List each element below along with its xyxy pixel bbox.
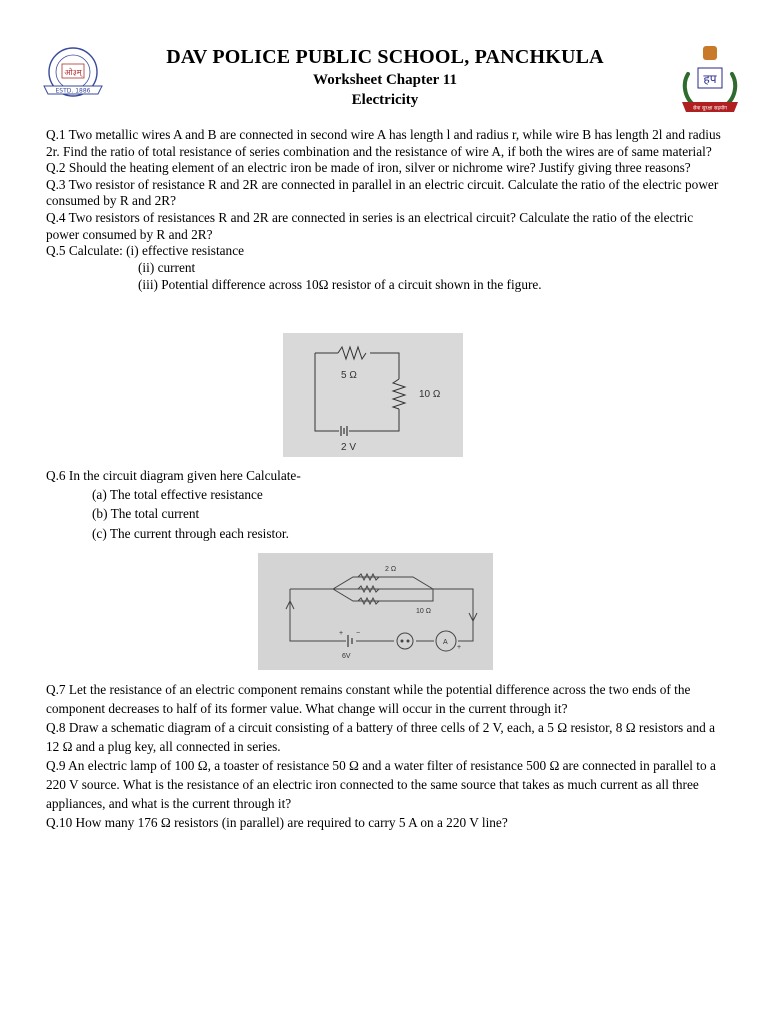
school-name: DAV POLICE PUBLIC SCHOOL, PANCHKULA [166,46,604,68]
r2-label: 10 Ω [419,389,441,400]
battery-minus: − [356,630,361,637]
question-10: Q.10 How many 176 Ω resistors (in parallel) are required to carry 5 A on a 220 V line? [46,815,508,830]
question-7: Q.7 Let the resistance of an electric component remains constant while the potential difference across the two ends of the component decreases to half of its former value. What change will occur in the current through it? [46,682,691,716]
svg-text:ESTD. 1886: ESTD. 1886 [55,87,91,95]
page-header [120,44,650,110]
r-top-label: 2 Ω [385,566,397,573]
question-5-part-iii: (iii) Potential difference across 10Ω resistor of a circuit shown in the figure. [138,277,542,293]
question-6-part-c: (c) The current through each resistor. [92,525,289,541]
r-bottom-label: 10 Ω [416,608,431,615]
questions-block-6 [46,468,726,543]
question-6-part-a: (a) The total effective resistance [92,486,263,502]
resistor-10-ohm [393,379,405,409]
question-1: Q.1 Two metallic wires A and B are connected in second wire A has length l and radius r, while wire B has length 2l and radius 2r. Find the ratio of total resistance of series combination and the resistance of wire A, if both the wires are of same material? [46,127,721,159]
police-emblem [676,44,744,118]
question-6: Q.6 In the circuit diagram given here Calculate- [46,468,301,483]
question-5: Q.5 Calculate: (i) effective resistance [46,243,245,259]
circuit-figure-2 [258,553,493,670]
battery-label: 2 V [341,442,357,453]
worksheet-title: Worksheet Chapter 11 [313,72,457,88]
r1-label: 5 Ω [341,370,357,381]
school-logo [40,44,106,104]
svg-text:ओ३म्: ओ३म् [64,68,82,77]
circuit-figure-1 [283,333,463,457]
question-8: Q.8 Draw a schematic diagram of a circuit consisting of a battery of three cells of 2 V, each, a 5 Ω resistor, 8 Ω resistors and a 12 Ω and a plug key, all connected in series. [46,720,715,754]
battery-6v-label: 6V [342,653,351,660]
question-3: Q.3 Two resistor of resistance R and 2R are connected in parallel in an electric circuit. Calculate the ratio of the electric power consumed by R and 2R? [46,176,719,209]
svg-text:हप: हप [703,72,717,86]
subject-title: Electricity [351,92,419,108]
question-6-part-b: (b) The total current [92,506,200,522]
questions-block-7 [46,680,726,832]
circuit-2-wires [286,574,477,651]
circuit-1-wires [315,347,405,436]
question-4: Q.4 Two resistors of resistances R and 2R are connected in series is an electrical circuit? Calculate the ratio of the electric power consumed by R and 2R? [46,209,694,242]
question-5-part-ii: (ii) current [138,259,196,275]
ammeter-plus: + [457,644,462,651]
resistor-5-ohm [338,347,366,359]
question-9: Q.9 An electric lamp of 100 Ω, a toaster of resistance 50 Ω and a water filter of resistance 500 Ω are connected in parallel to a 220 V source. What is the resistance of an electric iron connected to the same source that takes as much current as all three appliances, and what is the current through it? [46,758,716,811]
battery-plus: + [339,630,344,637]
svg-text:सेवा सुरक्षा सहयोग: सेवा सुरक्षा सहयोग [693,105,727,112]
questions-block-1 [46,127,726,294]
ammeter-label: A [443,639,448,646]
question-2: Q.2 Should the heating element of an electric iron be made of iron, silver or nichrome wire? Justify giving three reasons? [46,160,691,176]
